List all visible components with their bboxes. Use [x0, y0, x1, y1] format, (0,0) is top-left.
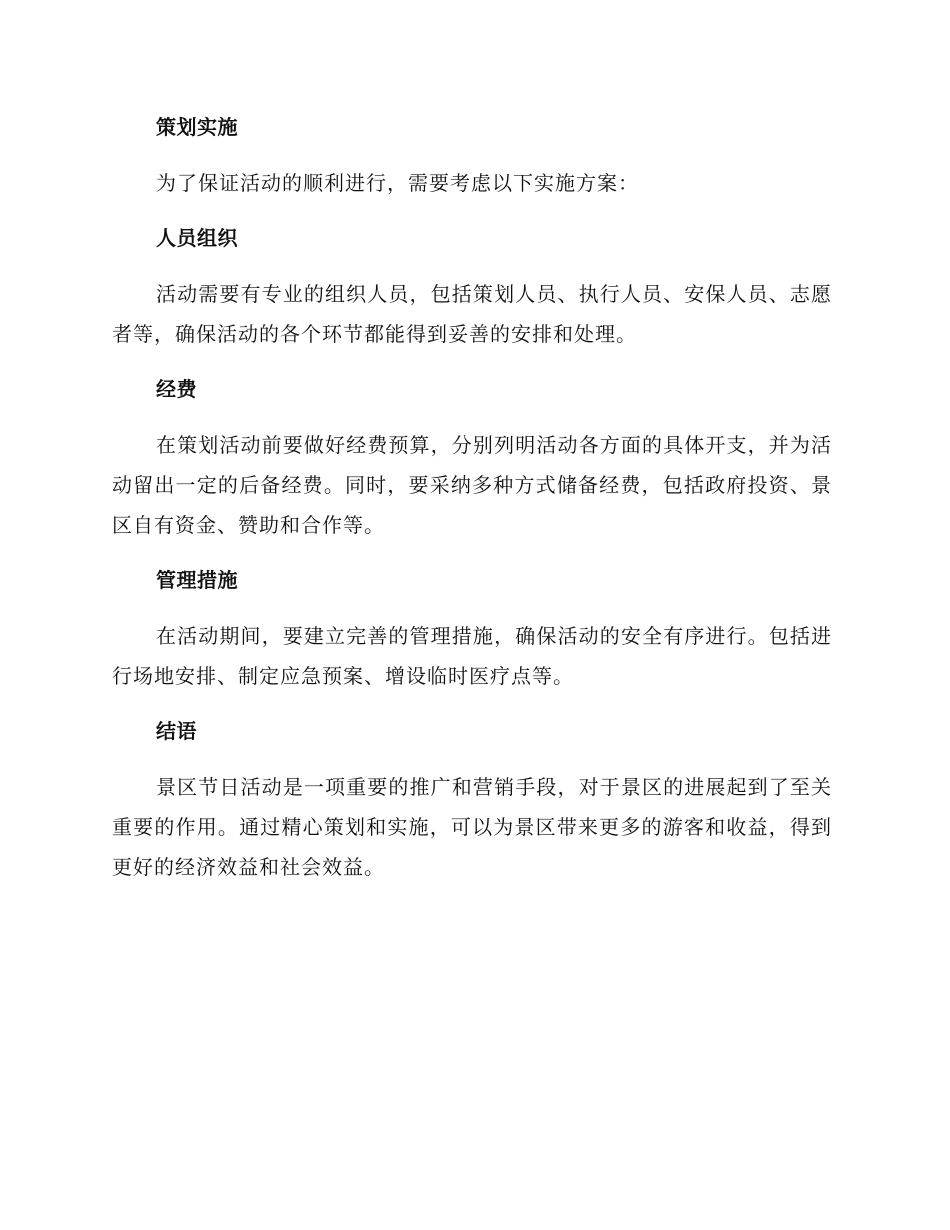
document-page — [112, 108, 832, 903]
section-paragraph: 在活动期间，要建立完善的管理措施，确保活动的安全有序进行。包括进行场地安排、制定应急预案、增设临时医疗点等。 — [112, 624, 832, 688]
section-paragraph: 活动需要有专业的组织人员，包括策划人员、执行人员、安保人员、志愿者等，确保活动的各个环节都能得到妥善的安排和处理。 — [112, 282, 832, 346]
section-paragraph: 在策划活动前要做好经费预算，分别列明活动各方面的具体开支，并为活动留出一定的后备经费。同时，要采纳多种方式储备经费，包括政府投资、景区自有资金、赞助和合作等。 — [112, 433, 832, 537]
section-conclusion — [112, 712, 832, 887]
section-plan-implementation — [112, 108, 832, 203]
section-budget — [112, 370, 832, 545]
section-heading: 经费 — [156, 377, 197, 401]
section-heading: 策划实施 — [156, 115, 238, 139]
section-heading: 管理措施 — [156, 568, 238, 592]
section-management-measures — [112, 561, 832, 696]
section-heading: 结语 — [156, 719, 197, 743]
section-paragraph: 景区节日活动是一项重要的推广和营销手段，对于景区的进展起到了至关重要的作用。通过精心策划和实施，可以为景区带来更多的游客和收益，得到更好的经济效益和社会效益。 — [112, 775, 832, 879]
section-staff-organization — [112, 219, 832, 354]
section-paragraph: 为了保证活动的顺利进行，需要考虑以下实施方案： — [156, 171, 639, 195]
section-heading: 人员组织 — [156, 226, 238, 250]
